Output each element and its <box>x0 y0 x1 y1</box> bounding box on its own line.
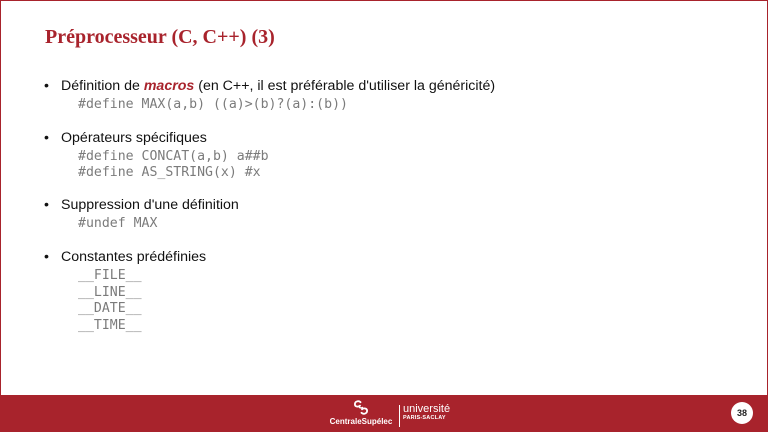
bullet-item-specific-operators <box>43 129 743 147</box>
centralesupelec-icon <box>352 400 370 415</box>
bullet-emphasis-macros: macros <box>143 78 195 94</box>
bullet-dot: • <box>44 78 49 94</box>
slide-title: Préprocesseur (C, C++) (3) <box>45 26 275 48</box>
bullet-text: Suppression d'une définition <box>61 196 239 213</box>
code-block-max-macro: #define MAX(a,b) ((a)>(b)?(a):(b)) <box>78 97 348 112</box>
bullet-item-undefine <box>43 196 743 214</box>
bullet-text-before: Définition de <box>61 78 144 94</box>
bullet-dot: • <box>44 129 49 146</box>
page-number: 38 <box>731 402 753 424</box>
bullet-item-predefined-constants <box>43 248 743 266</box>
centralesupelec-logo <box>326 399 396 429</box>
bullet-dot: • <box>44 196 49 213</box>
universite-paris-saclay-logo <box>403 403 459 427</box>
bullet-dot: • <box>44 249 49 265</box>
slide-footer <box>1 395 767 431</box>
slide-content <box>43 77 743 334</box>
bullet-item-macro-definition <box>43 77 743 95</box>
code-block-undef: #undef MAX <box>78 215 158 231</box>
logo-divider <box>399 405 400 427</box>
centralesupelec-wordmark: CentraleSupélec <box>329 417 393 426</box>
paris-saclay-wordmark: PARIS-SACLAY <box>403 415 446 421</box>
universite-wordmark: université <box>403 403 451 415</box>
bullet-text: Constantes prédéfinies <box>61 249 207 265</box>
code-block-operators: #define CONCAT(a,b) a##b #define AS_STRING(x) #x <box>78 148 269 180</box>
code-block-predefined-constants: __FILE__ __LINE__ __DATE__ __TIME__ <box>78 268 142 333</box>
bullet-text-after: (en C++, il est préférable d'utiliser la généricité) <box>194 78 496 94</box>
bullet-text: Opérateurs spécifiques <box>61 129 207 146</box>
